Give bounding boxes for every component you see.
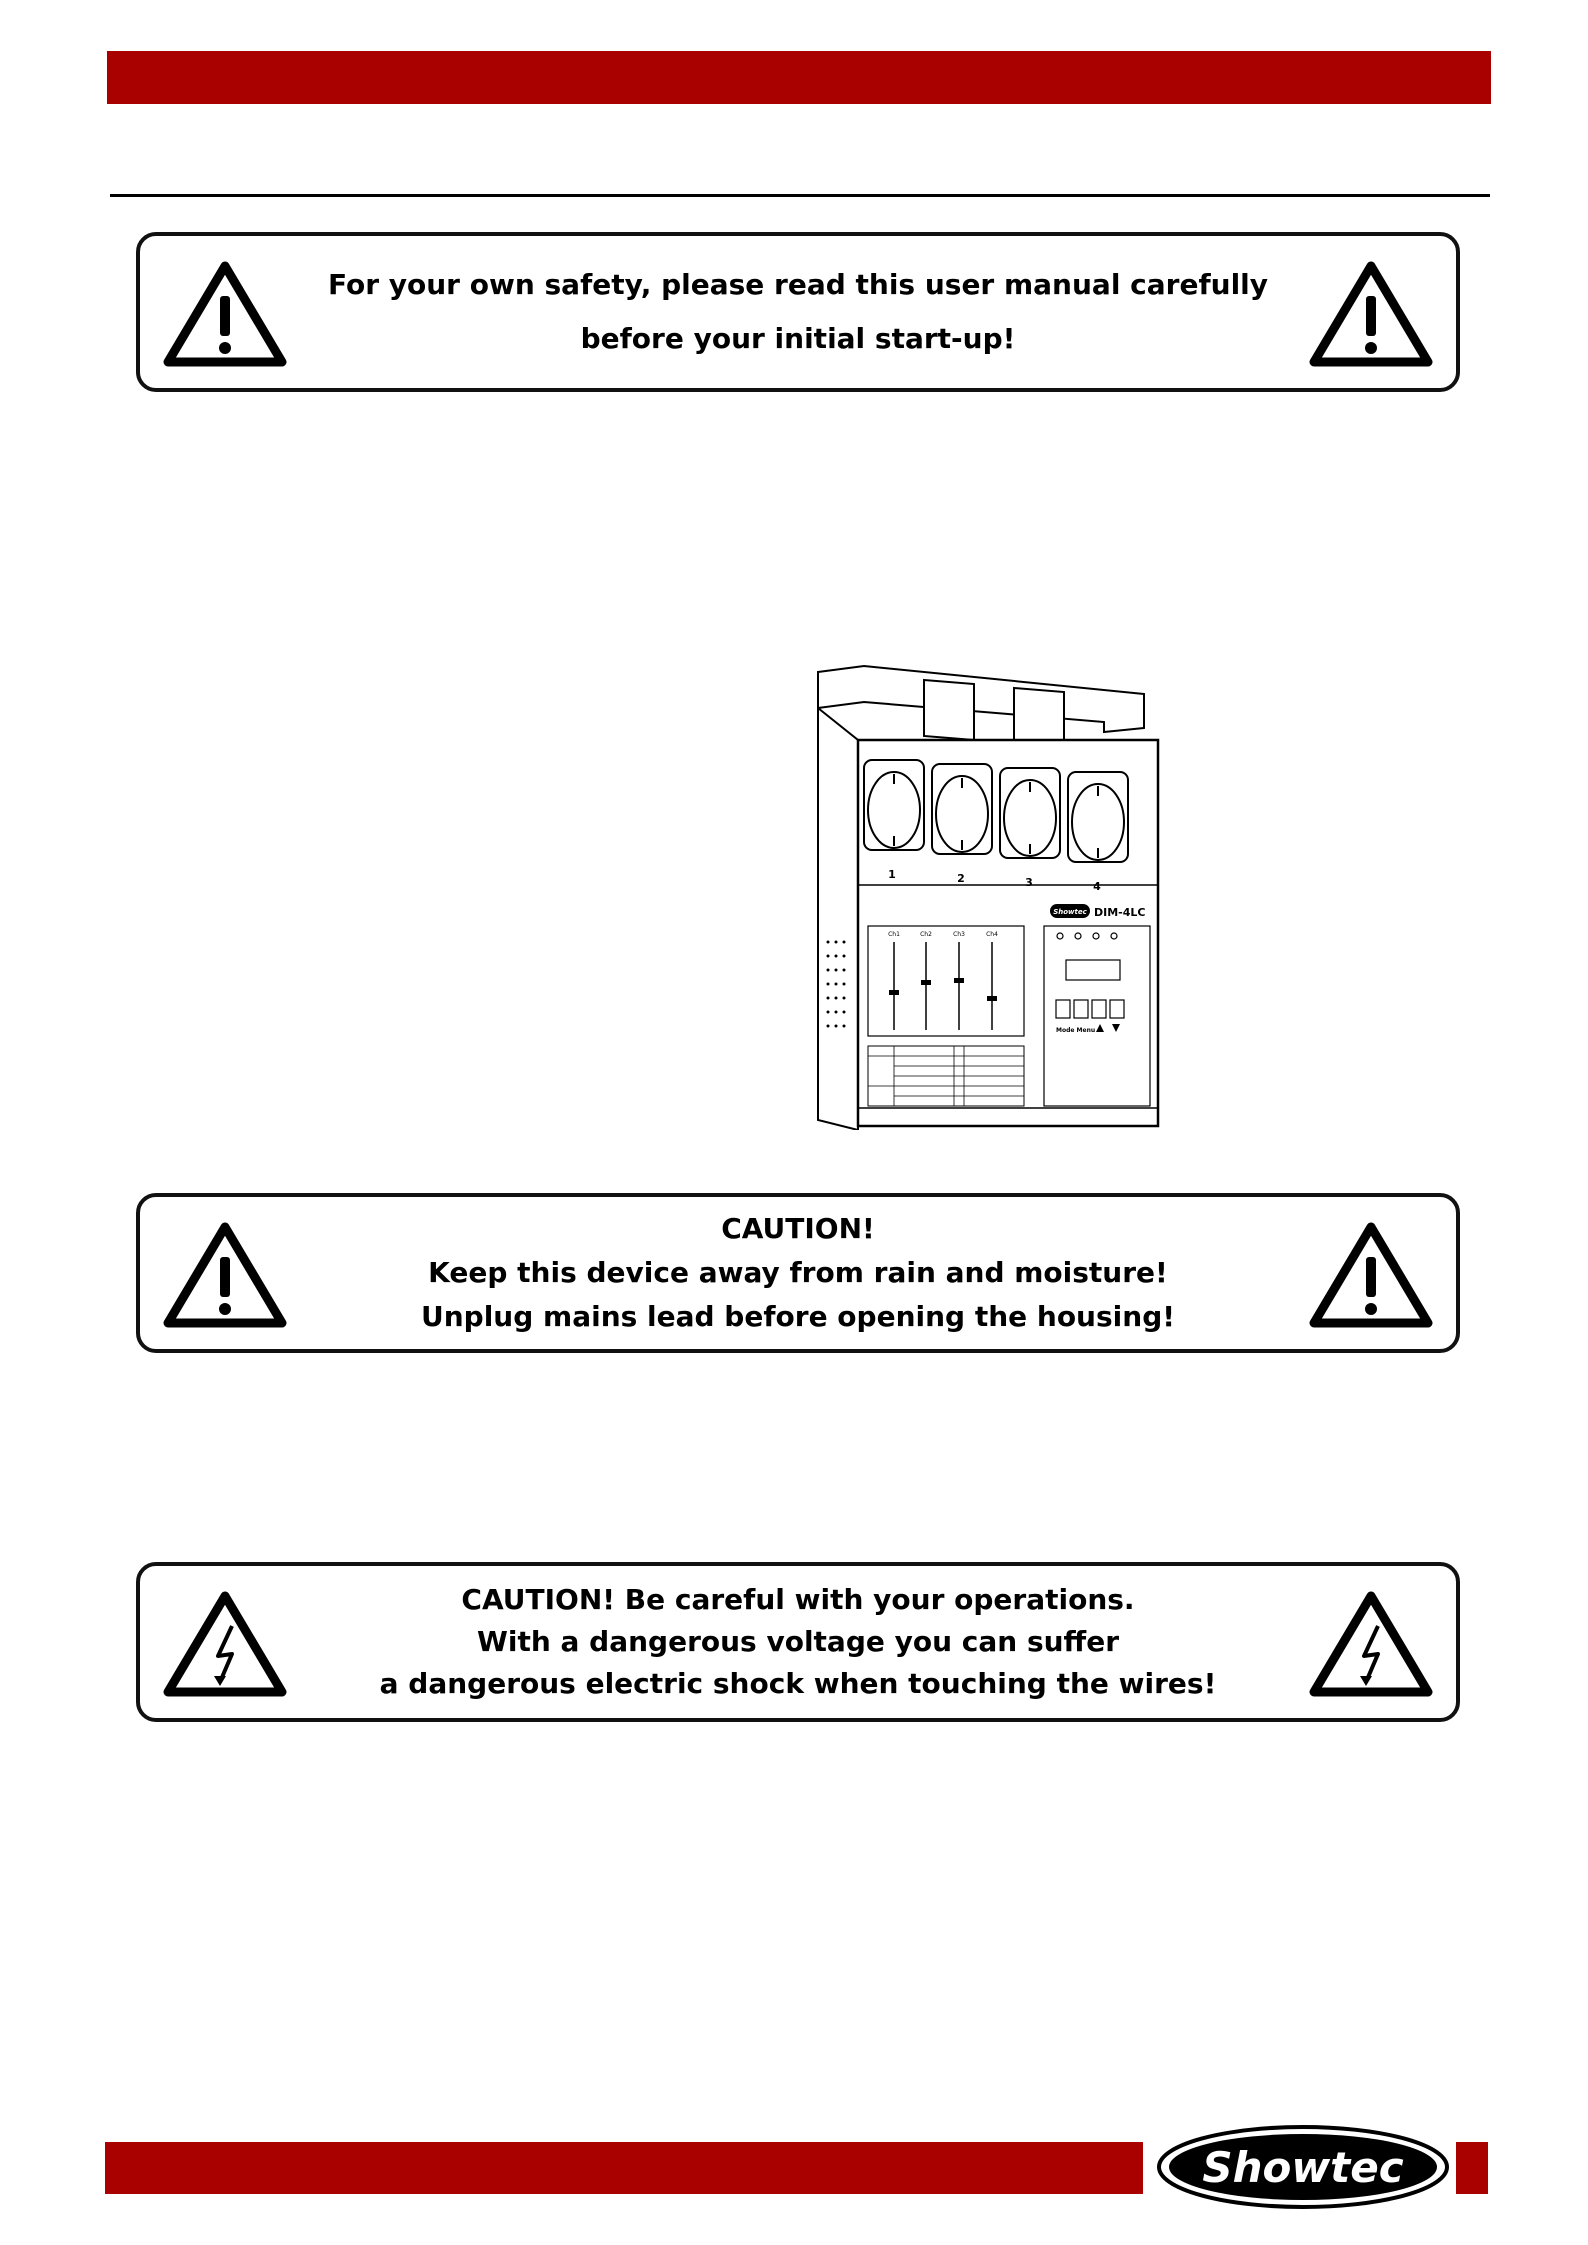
showtec-logo bbox=[1155, 2124, 1451, 2210]
caution-line-3: Unplug mains lead before opening the housing! bbox=[420, 1300, 1176, 1333]
electric-shock-caution-box bbox=[136, 1562, 1460, 1722]
caution-line-2: Keep this device away from rain and moisture! bbox=[428, 1256, 1168, 1289]
device-model: DIM-4LC bbox=[1094, 906, 1146, 919]
high-voltage-icon bbox=[162, 1590, 288, 1698]
channel-label: Ch2 bbox=[920, 931, 932, 938]
socket-number: 1 bbox=[888, 868, 896, 881]
high-voltage-icon bbox=[1308, 1590, 1434, 1698]
header-rule bbox=[110, 194, 1490, 197]
footer-bar bbox=[105, 2142, 1143, 2194]
dimmer-device-illustration bbox=[804, 660, 1170, 1130]
logo-text: Showtec bbox=[1202, 2143, 1404, 2192]
channel-label: Ch4 bbox=[986, 931, 998, 938]
shock-caution-line-3: a dangerous electric shock when touching the wires! bbox=[379, 1667, 1217, 1700]
brand-badge: Showtec bbox=[1053, 908, 1087, 916]
warning-icon bbox=[1308, 260, 1434, 368]
safety-notice-line-1: For your own safety, please read this user manual carefully bbox=[327, 268, 1269, 301]
channel-label: Ch1 bbox=[888, 931, 900, 938]
safety-notice-text bbox=[300, 236, 1296, 388]
shock-caution-line-2: With a dangerous voltage you can suffer bbox=[476, 1625, 1120, 1658]
electric-shock-caution-text bbox=[300, 1566, 1296, 1718]
shock-caution-line-1: CAUTION! Be careful with your operations. bbox=[461, 1583, 1135, 1616]
moisture-caution-text bbox=[300, 1197, 1296, 1349]
moisture-caution-box bbox=[136, 1193, 1460, 1353]
header-bar bbox=[107, 51, 1491, 104]
caution-heading: CAUTION! bbox=[721, 1212, 875, 1245]
warning-icon bbox=[162, 260, 288, 368]
socket-number: 4 bbox=[1093, 880, 1101, 893]
buttons-label: Mode Menu bbox=[1056, 1027, 1096, 1034]
socket-number: 2 bbox=[957, 872, 965, 885]
socket-number: 3 bbox=[1025, 876, 1033, 889]
safety-notice-box bbox=[136, 232, 1460, 392]
warning-icon bbox=[162, 1221, 288, 1329]
warning-icon bbox=[1308, 1221, 1434, 1329]
channel-label: Ch3 bbox=[953, 931, 965, 938]
safety-notice-line-2: before your initial start-up! bbox=[580, 322, 1016, 355]
footer-bar-end bbox=[1456, 2142, 1488, 2194]
